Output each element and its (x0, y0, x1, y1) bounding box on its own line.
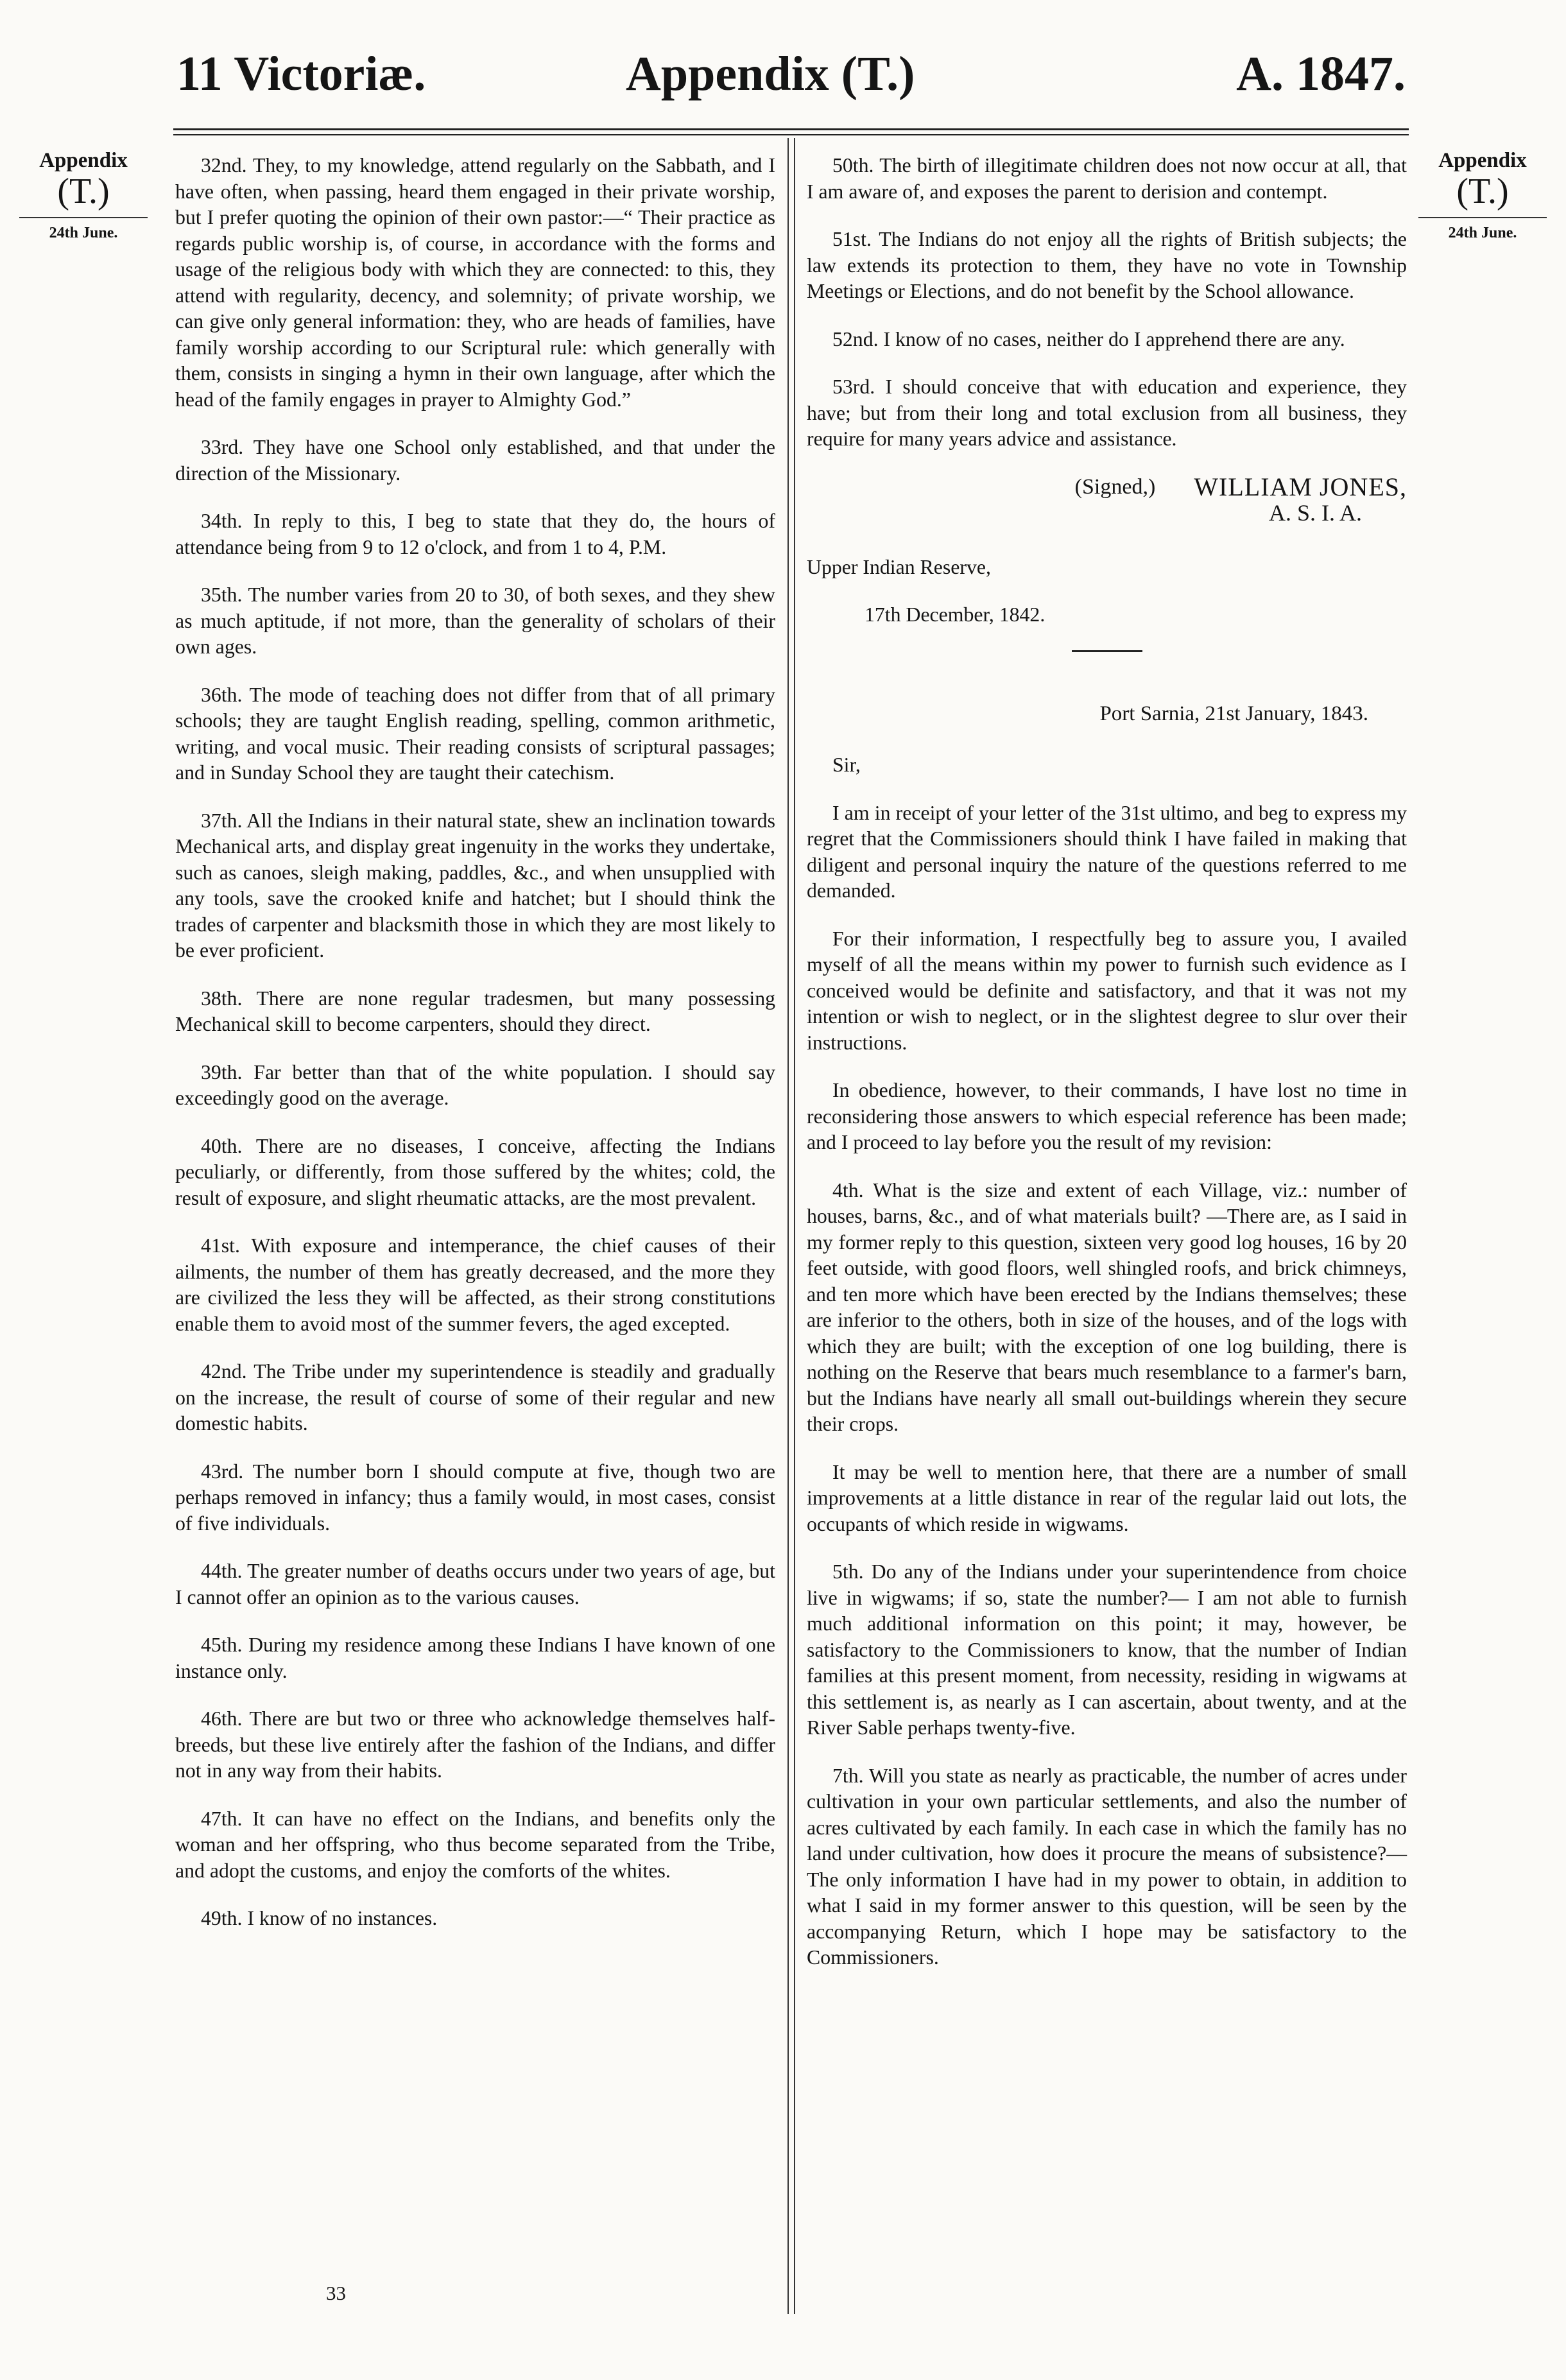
letter-paragraph: 4th. What is the size and extent of each Village, viz.: number of houses, barns, &c., and of what materials built? —There are, as I said in my former reply to this question, sixteen very good log houses, 16 by 20 feet outside, with good floors, well shingled roofs, and brick chimneys, and ten more which have been erected by the Indians themselves; these are inferior to the others, both in size of the houses, and of the logs with which they are built; with the exception of one log building, there is nothing on the Reserve that bears much resemblance to a farmer's barn, but the Indians have nearly all small out-buildings wherein they secure their crops. (807, 1178, 1407, 1435)
answer-paragraph: 39th. Far better than that of the white population. I should say exceedingly good on the average. (175, 1060, 775, 1109)
margin-note-right (1418, 149, 1547, 242)
header-regnal-year: 11 Victoriæ. (176, 47, 426, 101)
margin-note-label: Appendix (1438, 149, 1527, 172)
answer-paragraph: 44th. The greater number of deaths occurs under two years of age, but I cannot offer an opinion as to the various causes. (175, 1560, 775, 1608)
answer-paragraph: 43rd. The number born I should compute at five, though two are perhaps removed in infancy; thus a family would, in most cases, consist of five individuals. (175, 1460, 775, 1535)
letter-paragraph: In obedience, however, to their commands, I have lost no time in reconsidering those answers to which especial reference has been made; and I proceed to lay before you the result of my revision: (807, 1079, 1407, 1153)
letter-paragraph: 7th. Will you state as nearly as practicable, the number of acres under cultivation in your own particular settlements, and also the number of acres cultivated by each family. In each case in which the family has no land under cultivation, how does it procure the means of subsistence?—The only information I have had in my power to obtain, in addition to what I said in my former answer to this question, will be seen by the accompanying Return, which I hope may be satisfactory to the Commissioners. (807, 1764, 1407, 1969)
signed-label: (Signed,) (1074, 474, 1156, 499)
answer-paragraph: 51st. The Indians do not enjoy all the rights of British subjects; the law extends its protection to them, they have no vote in Township Meetings or Elections, and do not benefit by the School allowance. (807, 228, 1407, 302)
signature-block (807, 474, 1407, 501)
answer-paragraph: 38th. There are none regular tradesmen, but many possessing Mechanical skill to become carpenters, should they direct. (175, 987, 775, 1035)
running-header (0, 46, 1566, 104)
letter-salutation: Sir, (832, 754, 861, 776)
section-separator (1072, 650, 1142, 652)
margin-note-date: 24th June. (1418, 217, 1547, 242)
page-number: 33 (326, 2282, 346, 2304)
answer-paragraph: 41st. With exposure and intemperance, the chief causes of their ailments, the number of them has greatly decreased, and the more they are civilized the less they will be affected, as their strong constitutions enable them to avoid most of the summer fevers, the aged excepted. (175, 1234, 775, 1335)
answer-paragraph: 53rd. I should conceive that with education and experience, they have; but from their long and total exclusion from all business, they require for many years advice and assistance. (807, 375, 1407, 450)
signature-place: Upper Indian Reserve, (807, 555, 991, 578)
answer-paragraph: 50th. The birth of illegitimate children does not now occur at all, that I am aware of, and exposes the parent to derision and contempt. (807, 154, 1407, 203)
header-appendix-title: Appendix (T.) (626, 47, 915, 101)
margin-note-left (19, 149, 148, 242)
letter-paragraph: I am in receipt of your letter of the 31st ultimo, and beg to express my regret that the Commissioners should think I have failed in making that diligent and personal inquiry the nature of the questions referred to me demanded. (807, 801, 1407, 902)
answer-paragraph: 32nd. They, to my knowledge, attend regularly on the Sabbath, and I have often, when passing, heard them engaged in their private worship, but I prefer quoting the opinion of their own pastor:—“ Their practice as regards public worship is, of course, in accordance with the forms and usage of the religious body with which they are connected: to this, they attend with regularity, decency, and solemnity; of private worship, we can give only general information: they, who are heads of families, have family worship according to our Scriptural rule: which generally with them, consists in singing a hymn in their own language, after which the head of the family engages in prayer to Almighty God.” (175, 154, 775, 411)
signatory-name: WILLIAM JONES, (1194, 472, 1407, 501)
answer-paragraph: 40th. There are no diseases, I conceive, affecting the Indians peculiarly, or differently, from those suffered by the whites; cold, the result of exposure, and slight rheumatic attacks, are the most prevalent. (175, 1134, 775, 1209)
answer-paragraph: 46th. There are but two or three who acknowledge themselves half-breeds, but these live entirely after the fashion of the Indians, and differ not in any way from their habits. (175, 1707, 775, 1782)
letter-date-line: Port Sarnia, 21st January, 1843. (1099, 702, 1368, 725)
letter-paragraph: For their information, I respectfully beg to assure you, I availed myself of all the means within my power to furnish such evidence as I conceived would be definite and satisfactory, and that it was not my intention or wish to neglect, or in the slightest degree to slur over their instructions. (807, 927, 1407, 1054)
margin-note-letter: (T.) (1456, 171, 1509, 211)
answer-paragraph: 35th. The number varies from 20 to 30, of both sexes, and they shew as much aptitude, if not more, than the generality of scholars of their own ages. (175, 583, 775, 658)
answer-paragraph: 52nd. I know of no cases, neither do I apprehend there are any. (832, 327, 1345, 350)
answer-paragraph: 37th. All the Indians in their natural state, shew an inclination towards Mechanical arts, and display great ingenuity in the works they undertake, such as canoes, sleigh making, paddles, &c., and when unsupplied with any tools, save the crooked knife and hatchet; but I should think the trades of carpenter and blacksmith those in which they are most likely to be ever proficient. (175, 809, 775, 961)
header-year: A. 1847. (1236, 47, 1406, 101)
answer-paragraph: 42nd. The Tribe under my superintendence is steadily and gradually on the increase, the result of course of some of their regular and new domestic habits. (175, 1360, 775, 1435)
margin-note-letter: (T.) (57, 171, 110, 211)
margin-note-label: Appendix (39, 149, 128, 172)
answer-paragraph: 47th. It can have no effect on the Indians, and benefits only the woman and her offspring, who thus become separated from the Tribe, and adopt the customs, and enjoy the comforts of the whites. (175, 1807, 775, 1882)
answer-paragraph: 34th. In reply to this, I beg to state that they do, the hours of attendance being from 9 to 12 o'clock, and from 1 to 4, P.M. (175, 510, 775, 558)
header-double-rule (173, 128, 1409, 135)
signature-date: 17th December, 1842. (865, 603, 1045, 626)
column-divider (787, 138, 795, 2314)
signatory-title: A. S. I. A. (1268, 500, 1362, 526)
answer-paragraph: 49th. I know of no instances. (201, 1907, 438, 1929)
answer-paragraph: 36th. The mode of teaching does not differ from that of all primary schools; they are taught English reading, spelling, common arithmetic, writing, and vocal music. Their reading consists of scriptural passages; and in Sunday School they are taught their catechism. (175, 683, 775, 784)
letter-paragraph: It may be well to mention here, that there are a number of small improvements at a little distance in rear of the regular laid out lots, the occupants of which reside in wigwams. (807, 1460, 1407, 1535)
answer-paragraph: 45th. During my residence among these Indians I have known of one instance only. (175, 1634, 775, 1682)
letter-paragraph: 5th. Do any of the Indians under your superintendence from choice live in wigwams; if so, state the number?— I am not able to furnish much additional information on this point; it may, however, be satisfactory to the Commissioners to know, that the number of Indian families at this present moment, from necessity, residing in wigwams at this settlement is, as nearly as I can ascertain, about twenty, and at the River Sable perhaps twenty-five. (807, 1560, 1407, 1739)
answer-paragraph: 33rd. They have one School only established, and that under the direction of the Missionary. (175, 436, 775, 485)
right-column (807, 153, 1407, 1993)
left-column (175, 153, 775, 1954)
margin-note-date: 24th June. (19, 217, 148, 242)
